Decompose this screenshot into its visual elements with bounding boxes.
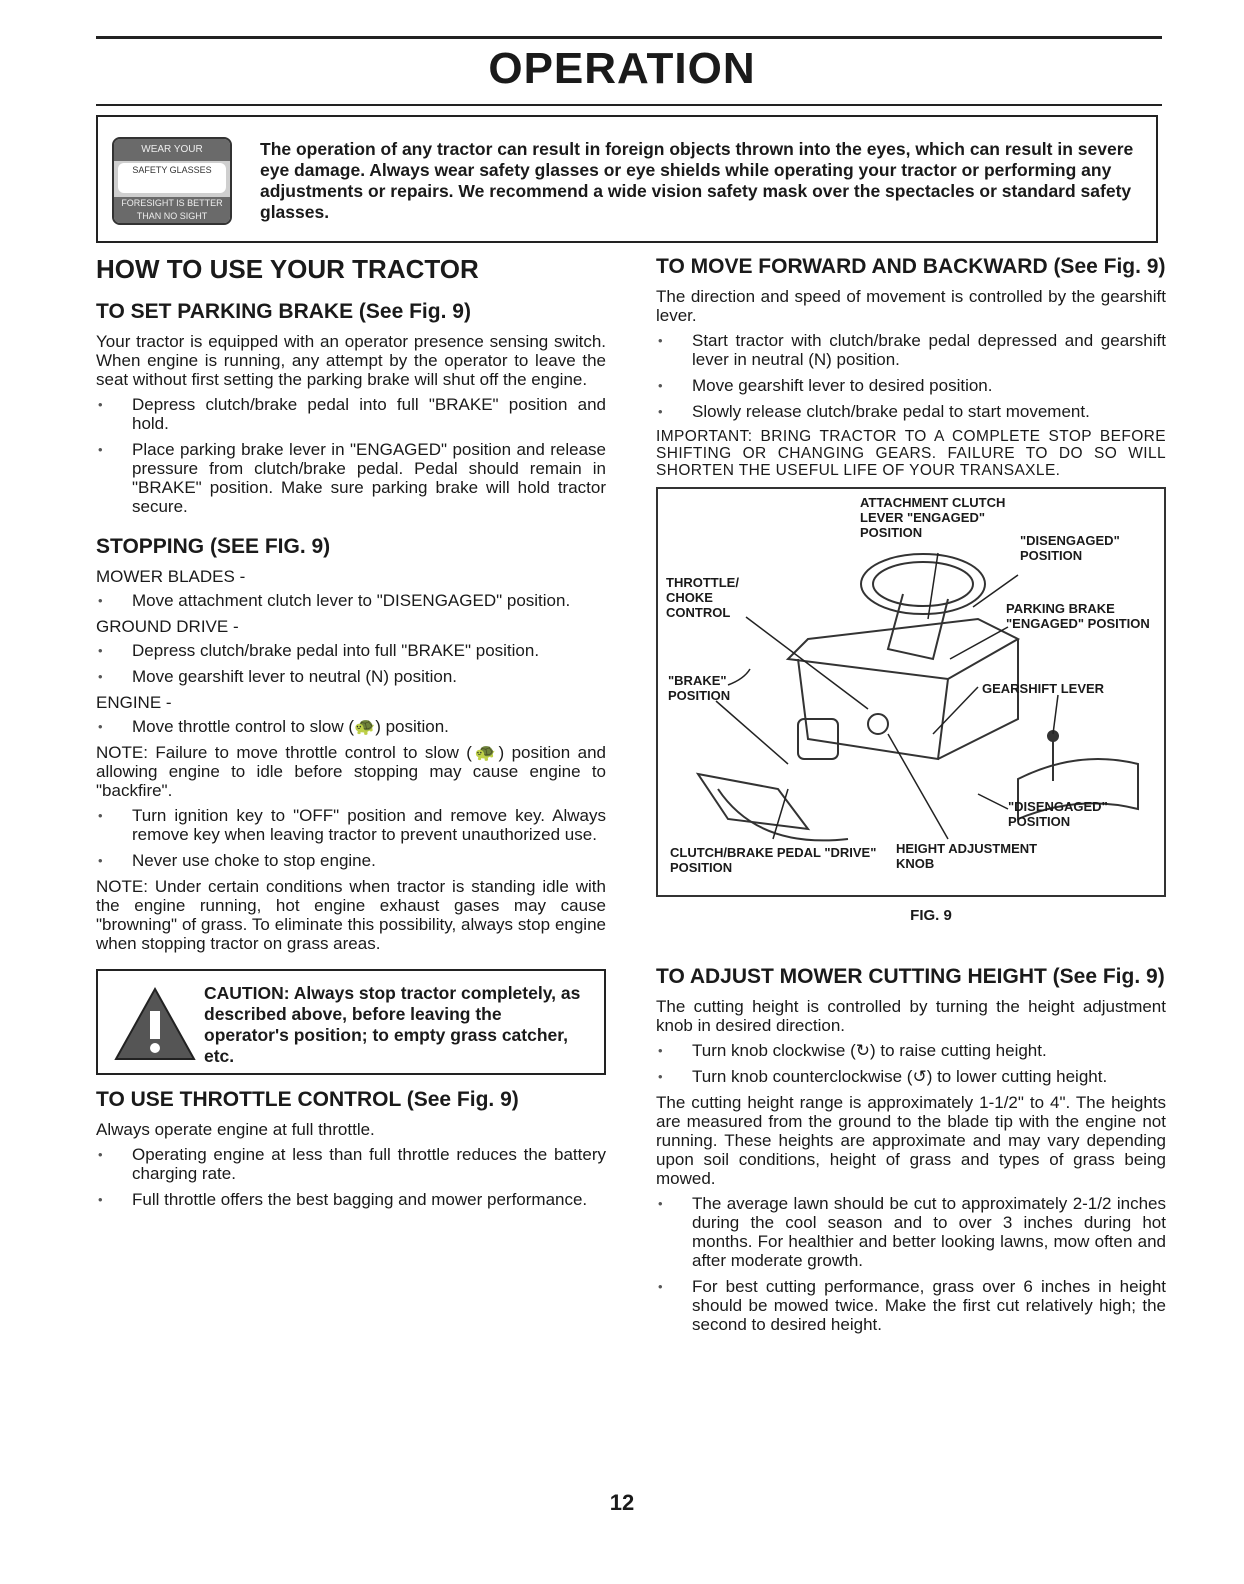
list-item: • Turn knob clockwise (↻) to raise cutting height. — [656, 1041, 1166, 1060]
parking-intro: Your tractor is equipped with an operator presence sensing switch. When engine is running, any attempt by the operator to leave the seat without first setting the parking brake will shut off the engine. — [96, 332, 606, 389]
page-title: OPERATION — [488, 44, 756, 93]
list-item: • Never use choke to stop engine. — [96, 851, 606, 870]
list-item: • Place parking brake lever in "ENGAGED" position and release pressure from clutch/brake pedal. Pedal should remain in "BRAKE" position. Make sure parking brake will hold tractor secure. — [96, 440, 606, 516]
label-disengaged-top: "DISENGAGED" POSITION — [1020, 533, 1120, 563]
forward-intro: The direction and speed of movement is controlled by the gearshift lever. — [656, 287, 1166, 325]
safety-glasses-icon: WEAR YOUR SAFETY GLASSES FORESIGHT IS BETTER THAN NO SIGHT — [112, 137, 232, 225]
label-attachment-clutch: ATTACHMENT CLUTCH LEVER "ENGAGED" POSITION — [860, 495, 1006, 540]
parking-bullets — [96, 395, 606, 516]
list-item: • Depress clutch/brake pedal into full "BRAKE" position and hold. — [96, 395, 606, 433]
list-item: • Move gearshift lever to neutral (N) position. — [96, 667, 606, 686]
stopping-title: STOPPING (SEE FIG. 9) — [96, 535, 331, 558]
caution-warning-icon — [112, 985, 198, 1063]
list-item: • Operating engine at less than full throttle reduces the battery charging rate. — [96, 1145, 606, 1183]
list-item: • Full throttle offers the best bagging and mower performance. — [96, 1190, 606, 1209]
label-clutch-brake-pedal: CLUTCH/BRAKE PEDAL "DRIVE" POSITION — [670, 845, 877, 875]
label-throttle-choke: THROTTLE/ CHOKE CONTROL — [666, 575, 739, 620]
list-item: • Move throttle control to slow (🐢) position. — [96, 717, 606, 736]
label-disengaged-bottom: "DISENGAGED" POSITION — [1008, 799, 1108, 829]
important-note: IMPORTANT: BRING TRACTOR TO A COMPLETE STOP BEFORE SHIFTING OR CHANGING GEARS. FAILURE TO DO SO WILL SHORTEN THE USEFUL LIFE OF YOUR TRANSAXLE. — [656, 428, 1166, 479]
list-item: • Move gearshift lever to desired position. — [656, 376, 1166, 395]
page-number: 12 — [609, 1490, 635, 1515]
ground-bullets — [96, 641, 606, 686]
forward-backward-title: TO MOVE FORWARD AND BACKWARD (See Fig. 9) — [656, 255, 1166, 278]
engine-bullets-2 — [96, 806, 606, 870]
list-item: • Slowly release clutch/brake pedal to start movement. — [656, 402, 1166, 421]
note-browning: NOTE: Under certain conditions when tractor is standing idle with the engine running, hot engine exhaust gases may cause "browning" of grass. To eliminate this possibility, always stop engine when stopping tractor on grass areas. — [96, 877, 606, 953]
throttle-title: TO USE THROTTLE CONTROL (See Fig. 9) — [96, 1088, 519, 1111]
cutting-intro: The cutting height is controlled by turning the height adjustment knob in desired direction. — [656, 997, 1166, 1035]
mower-blades-label: MOWER BLADES - — [96, 567, 246, 586]
cutting-bullets — [656, 1041, 1166, 1086]
caution-box — [96, 969, 606, 1075]
list-item: • Move attachment clutch lever to "DISENGAGED" position. — [96, 591, 606, 610]
note-backfire: NOTE: Failure to move throttle control to slow (🐢) position and allowing engine to idle before stopping may cause engine to "backfire". — [96, 743, 606, 800]
forward-bullets — [656, 331, 1166, 421]
section-heading: HOW TO USE YOUR TRACTOR — [96, 254, 479, 284]
throttle-bullets — [96, 1145, 606, 1209]
right-column — [656, 254, 1166, 1341]
list-item: • The average lawn should be cut to approximately 2-1/2 inches during the cool season and to over 3 inches during hot months. For healthier and better looking lawns, mow often and after moderate growth. — [656, 1194, 1166, 1270]
warning-text: The operation of any tractor can result in foreign objects thrown into the eyes, which can result in severe eye damage. Always wear safety glasses or eye shields while operating your tractor or performing any adjustments or repairs. We recommend a wide vision safety mask over the spectacles or standard safety glasses. — [260, 139, 1134, 222]
list-item: • Depress clutch/brake pedal into full "BRAKE" position. — [96, 641, 606, 660]
parking-brake-title: TO SET PARKING BRAKE (See Fig. 9) — [96, 300, 471, 323]
label-height-knob: HEIGHT ADJUSTMENT KNOB — [896, 841, 1038, 871]
engine-bullets — [96, 717, 606, 736]
ground-drive-label: GROUND DRIVE - — [96, 617, 239, 636]
list-item: • For best cutting performance, grass over 6 inches in height should be mowed twice. Make the first cut relatively high; the second to desired height. — [656, 1277, 1166, 1334]
label-gearshift-lever: GEARSHIFT LEVER — [982, 681, 1105, 696]
list-item: • Start tractor with clutch/brake pedal depressed and gearshift lever in neutral (N) position. — [656, 331, 1166, 369]
label-parking-brake: PARKING BRAKE "ENGAGED" POSITION — [1006, 601, 1150, 631]
cutting-height-title: TO ADJUST MOWER CUTTING HEIGHT (See Fig. 9) — [656, 965, 1165, 988]
safety-warning-box — [96, 115, 1158, 243]
engine-label: ENGINE - — [96, 693, 172, 712]
cutting-bullets-2 — [656, 1194, 1166, 1334]
top-rule — [96, 36, 1162, 39]
throttle-intro: Always operate engine at full throttle. — [96, 1120, 375, 1139]
caution-text: CAUTION: Always stop tractor completely, as described above, before leaving the operator's position; to empty grass catcher, etc. — [204, 983, 581, 1066]
list-item: • Turn knob counterclockwise (↺) to lower cutting height. — [656, 1067, 1166, 1086]
list-item: • Turn ignition key to "OFF" position and remove key. Always remove key when leaving tractor to prevent unauthorized use. — [96, 806, 606, 844]
mower-bullets — [96, 591, 606, 610]
figure-9 — [656, 487, 1166, 897]
title-rule — [96, 104, 1162, 106]
cutting-range-para: The cutting height range is approximately 1-1/2" to 4". The heights are measured from the ground to the blade tip with the engine not running. These heights are approximate and may vary depending upon soil conditions, height of grass and types of grass being mowed. — [656, 1093, 1166, 1188]
figure-caption: FIG. 9 — [910, 907, 952, 924]
label-brake-position: "BRAKE" POSITION — [668, 673, 731, 703]
left-column — [96, 254, 606, 1216]
